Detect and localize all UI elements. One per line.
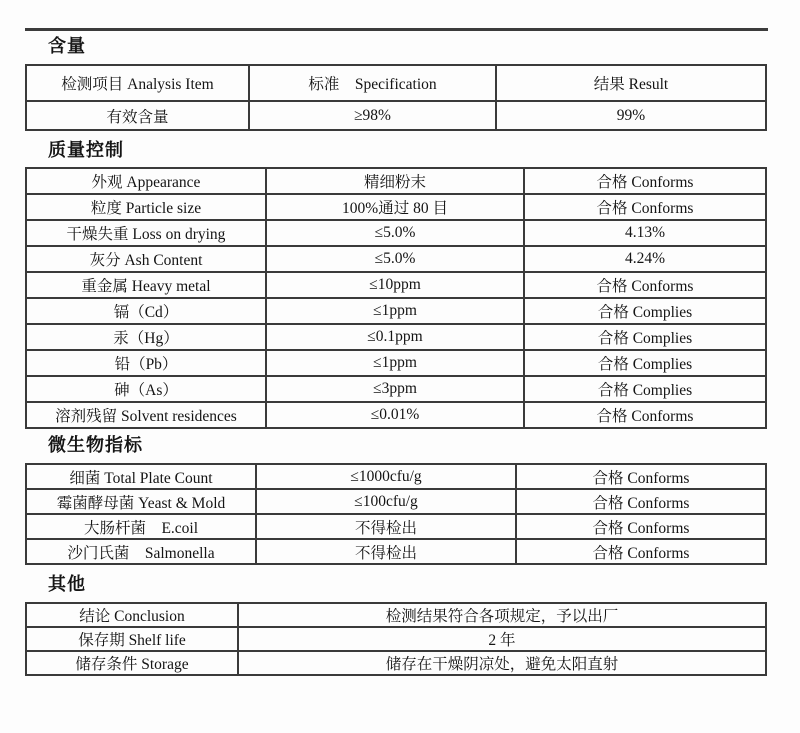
specification-cell: 100%通过 80 目: [266, 194, 524, 220]
table-row: [26, 101, 766, 130]
analysis-item-cell: 霉菌酵母菌 Yeast & Mold: [26, 489, 256, 514]
analysis-item-cell: 结论 Conclusion: [26, 603, 238, 627]
column-header-analysis-item: 检测项目 Analysis Item: [26, 65, 249, 101]
table-row: [26, 402, 766, 428]
table-row: [26, 627, 766, 651]
result-cell: 合格 Complies: [524, 324, 766, 350]
specification-cell: ≤100cfu/g: [256, 489, 516, 514]
result-cell: 合格 Conforms: [516, 489, 766, 514]
table-row: [26, 489, 766, 514]
column-header-result: 结果 Result: [496, 65, 766, 101]
specification-cell: 精细粉末: [266, 168, 524, 194]
specification-cell: ≥98%: [249, 101, 496, 130]
result-cell: 检测结果符合各项规定，予以出厂: [238, 603, 766, 627]
analysis-item-cell: 重金属 Heavy metal: [26, 272, 266, 298]
analysis-item-cell: 有效含量: [26, 101, 249, 130]
result-cell: 合格 Conforms: [524, 194, 766, 220]
result-cell: 合格 Conforms: [524, 168, 766, 194]
table-row: [26, 464, 766, 489]
specification-cell: 不得检出: [256, 539, 516, 564]
table-row: [26, 324, 766, 350]
analysis-item-cell: 溶剂残留 Solvent residences: [26, 402, 266, 428]
specification-cell: ≤3ppm: [266, 376, 524, 402]
section-heading-quality-control: 质量控制: [48, 140, 124, 160]
specification-cell: ≤1ppm: [266, 298, 524, 324]
result-cell: 合格 Conforms: [524, 402, 766, 428]
table-row: [26, 272, 766, 298]
quality-control-table: [25, 167, 767, 429]
specification-cell: 不得检出: [256, 514, 516, 539]
result-cell: 合格 Conforms: [516, 464, 766, 489]
analysis-item-cell: 保存期 Shelf life: [26, 627, 238, 651]
analysis-item-cell: 灰分 Ash Content: [26, 246, 266, 272]
section-heading-content: 含量: [48, 36, 86, 56]
result-cell: 合格 Complies: [524, 376, 766, 402]
analysis-item-cell: 干燥失重 Loss on drying: [26, 220, 266, 246]
table-row: [26, 220, 766, 246]
analysis-item-cell: 铅（Pb）: [26, 350, 266, 376]
specification-cell: ≤1000cfu/g: [256, 464, 516, 489]
section-heading-microbiology: 微生物指标: [48, 435, 143, 455]
table-row: [26, 168, 766, 194]
analysis-item-cell: 外观 Appearance: [26, 168, 266, 194]
table-row: [26, 350, 766, 376]
table-row: [26, 298, 766, 324]
result-cell: 合格 Conforms: [524, 272, 766, 298]
table-row: [26, 651, 766, 675]
other-table: [25, 602, 767, 676]
result-cell: 2 年: [238, 627, 766, 651]
analysis-item-cell: 沙门氏菌 Salmonella: [26, 539, 256, 564]
specification-cell: ≤10ppm: [266, 272, 524, 298]
analysis-item-cell: 粒度 Particle size: [26, 194, 266, 220]
result-cell: 4.24%: [524, 246, 766, 272]
result-cell: 4.13%: [524, 220, 766, 246]
result-cell: 合格 Conforms: [516, 514, 766, 539]
result-cell: 合格 Complies: [524, 298, 766, 324]
analysis-item-cell: 汞（Hg）: [26, 324, 266, 350]
analysis-item-cell: 砷（As）: [26, 376, 266, 402]
table-header-row: [26, 65, 766, 101]
analysis-item-cell: 储存条件 Storage: [26, 651, 238, 675]
table-row: [26, 246, 766, 272]
result-cell: 合格 Conforms: [516, 539, 766, 564]
specification-cell: ≤5.0%: [266, 246, 524, 272]
section-heading-other: 其他: [48, 574, 86, 594]
table-row: [26, 194, 766, 220]
table-row: [26, 539, 766, 564]
result-cell: 99%: [496, 101, 766, 130]
microbiology-table: [25, 463, 767, 565]
table-row: [26, 603, 766, 627]
analysis-item-cell: 镉（Cd）: [26, 298, 266, 324]
table-row: [26, 376, 766, 402]
analysis-item-cell: 大肠杆菌 E.coil: [26, 514, 256, 539]
specification-cell: ≤0.1ppm: [266, 324, 524, 350]
top-divider-rule: [25, 28, 768, 31]
result-cell: 储存在干燥阴凉处，避免太阳直射: [238, 651, 766, 675]
content-table: [25, 64, 767, 131]
specification-cell: ≤0.01%: [266, 402, 524, 428]
specification-cell: ≤5.0%: [266, 220, 524, 246]
column-header-specification: 标准 Specification: [249, 65, 496, 101]
result-cell: 合格 Complies: [524, 350, 766, 376]
specification-cell: ≤1ppm: [266, 350, 524, 376]
analysis-item-cell: 细菌 Total Plate Count: [26, 464, 256, 489]
table-row: [26, 514, 766, 539]
